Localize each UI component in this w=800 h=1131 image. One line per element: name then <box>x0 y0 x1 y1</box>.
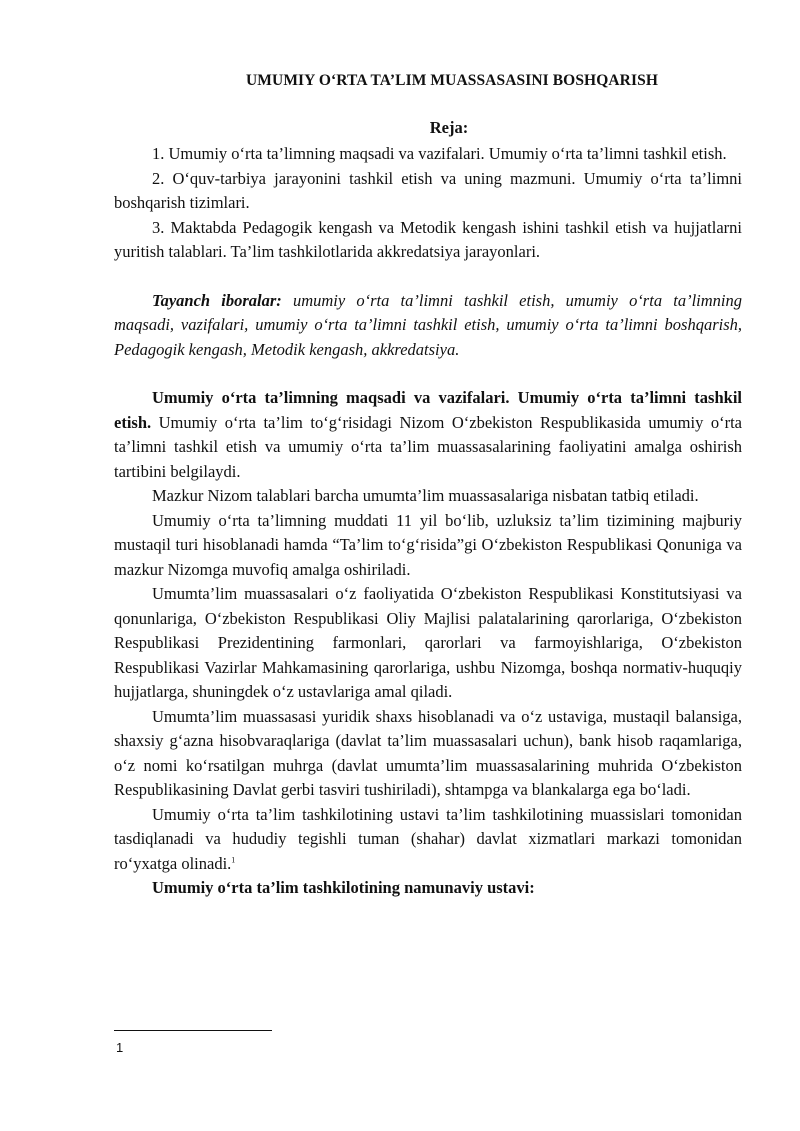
body-paragraph: Umumiy o‘rta ta’limning muddati 11 yil bo‘lib, uzluksiz ta’lim tizimining majburiy mustaqil turi hisoblanadi hamda “Ta’lim to‘g‘risida”gi O‘zbekiston Respublikasi Qonuniga va mazkur Nizomga muvofiq amalga oshiriladi. <box>114 510 742 579</box>
document-title: UMUMIY O‘RTA TA’LIM MUASSASASINI BOSHQARISH <box>246 72 658 89</box>
section-1-heading: Umumiy o‘rta ta’limning maqsadi va vazifalari. Umumiy o‘rta ta’limni tashkil etish. <box>114 388 742 432</box>
document-page <box>114 72 742 901</box>
plan-item-1: 1. Umumiy o‘rta ta’limning maqsadi va vazifalari. Umumiy o‘rta ta’limni tashkil etish. <box>152 144 727 163</box>
footnote-separator <box>114 1030 272 1031</box>
body-paragraph-text: Umumiy o‘rta ta’lim tashkilotining ustavi ta’lim tashkilotining muassislari tomonidan tasdiqlanadi va hududiy tegishli tuman (shahar) davlat xizmatlari markazi tomonidan ro‘yxatga olinadi. <box>114 804 742 873</box>
keywords-text: umumiy o‘rta ta’limni tashkil etish, umumiy o‘rta ta’limning maqsadi, vazifalari, umumiy o‘rta ta’limni tashkil etish, umumiy o‘rta ta’limni boshqarish, Pedagogik kengash, Metodik kengash, akkredatsiya. <box>114 290 742 359</box>
subheading-text: Umumiy o‘rta ta’lim tashkilotining namunaviy ustavi: <box>152 878 535 897</box>
body-paragraph-footnoted <box>114 803 742 877</box>
body-paragraph: Umumta’lim muassasasi yuridik shaxs hisoblanadi va o‘z ustaviga, mustaqil balansiga, shaxsiy g‘azna hisobvaraqlariga (davlat ta’lim muassasalari uchun), bank hisob raqamlariga, o‘z nomi ko‘rsatilgan muhrga (davlat umumta’lim muassasalarining muhrida O‘zbekiston Respublikasining Davlat gerbi tasviri tushiriladi), shtampga va blankalarga ega bo‘ladi. <box>114 706 742 799</box>
spacer <box>114 362 742 386</box>
spacer <box>114 265 742 289</box>
footnote-reference[interactable]: 1 <box>231 855 236 864</box>
keywords-label: Tayanch iboralar: <box>152 290 282 310</box>
body-paragraph: Umumta’lim muassasalari o‘z faoliyatida O‘zbekiston Respublikasi Konstitutsiyasi va qonunlariga, O‘zbekiston Respublikasi Oliy Majlisi palatalarining qarorlariga, O‘zbekiston Respublikasi Prezidentining farmonlari, qarorlari va farmoyishlariga, O‘zbekiston Respublikasi Vazirlar Mahkamasining qarorlariga, ushbu Nizomga, boshqa normativ-huquqiy hujjatlarga, shuningdek o‘z ustavlariga amal qiladi. <box>114 584 742 701</box>
section-1-text: Umumiy o‘rta ta’lim to‘g‘risidagi Nizom O‘zbekiston Respublikasida umumiy o‘rta ta’limni tashkil etish va umumiy o‘rta ta’lim muassasalarining faoliyatini amalga oshirish tartibini belgilaydi. <box>114 412 742 481</box>
plan-heading: Reja: <box>429 118 469 137</box>
section-1-paragraph <box>114 386 742 484</box>
body-paragraph: Mazkur Nizom talablari barcha umumta’lim muassasalariga nisbatan tatbiq etiladi. <box>152 486 699 505</box>
plan-item-3: 3. Maktabda Pedagogik kengash va Metodik kengash ishini tashkil etish va hujjatlarni yuritish talablari. Ta’lim tashkilotlarida akkredatsiya jarayonlari. <box>114 217 742 261</box>
plan-item-2: 2. O‘quv-tarbiya jarayonini tashkil etish va uning mazmuni. Umumiy o‘rta ta’limni boshqarish tizimlari. <box>114 168 742 212</box>
footnote-number: 1 <box>116 1040 124 1055</box>
keywords-paragraph <box>114 289 742 363</box>
subheading <box>114 876 742 901</box>
